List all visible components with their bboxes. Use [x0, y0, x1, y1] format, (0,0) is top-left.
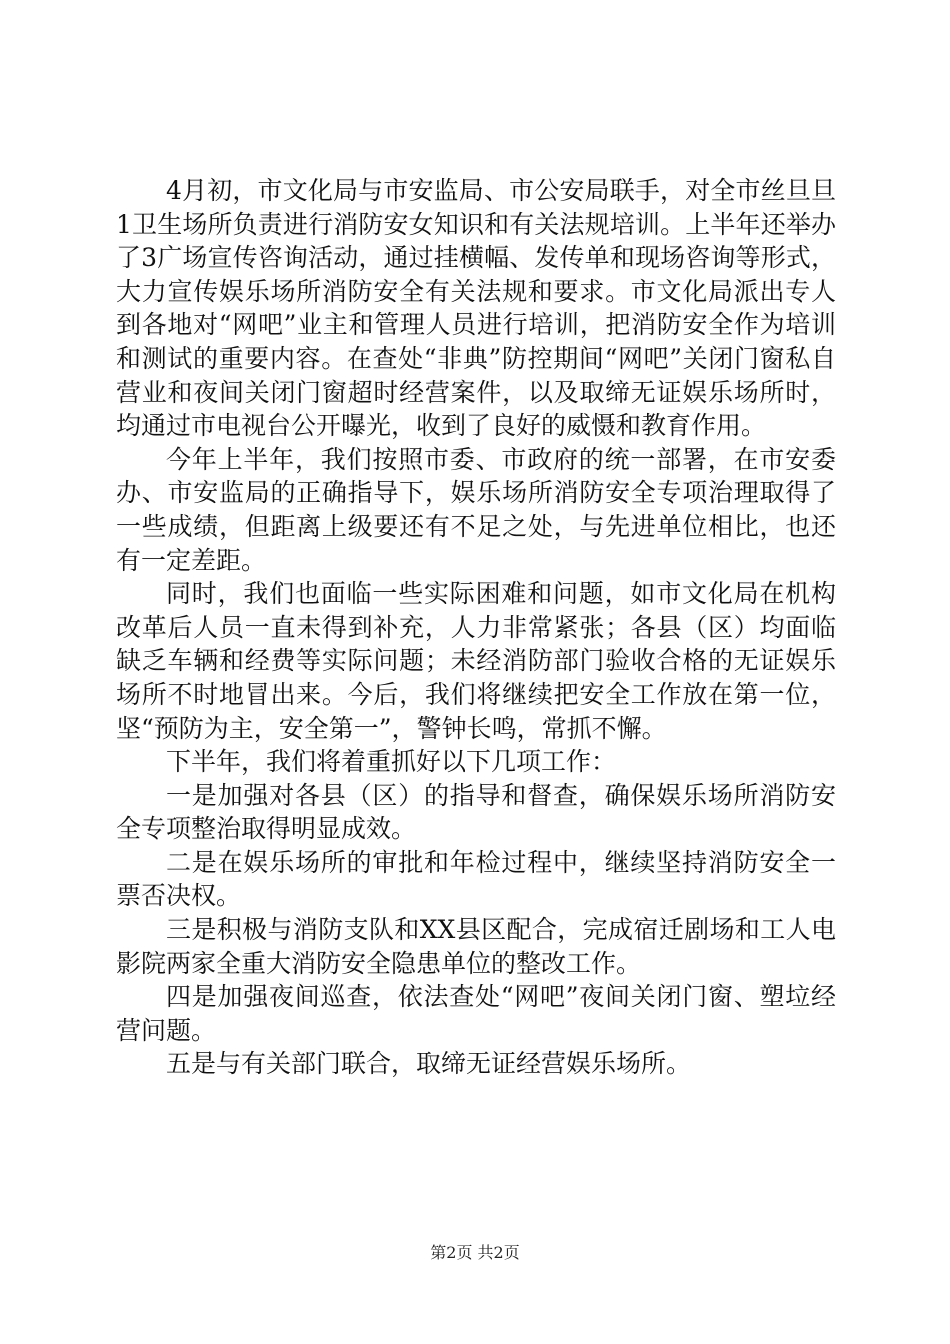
paragraph-task-one: 一是加强对各县（区）的指导和督查，确保娱乐场所消防安全专项整治取得明显成效。 [116, 780, 836, 844]
paragraph-second-half-intro: 下半年，我们将着重抓好以下几项工作： [166, 747, 617, 777]
document-body [116, 174, 836, 1081]
page-number-footer: 第2页 共2页 [430, 1243, 520, 1262]
paragraph-task-five: 五是与有关部门联合，取缔无证经营娱乐场所。 [166, 1049, 692, 1079]
paragraph-first-half-summary: 今年上半年，我们按照市委、市政府的统一部署，在市安委办、市安监局的正确指导下，娱乐场所消防安全专项治理取得了一些成绩，但距离上级要还有不足之处，与先进单位相比，也还有一定差距。 [116, 444, 836, 575]
paragraph-task-three: 三是积极与消防支队和XX县区配合，完成宿迁剧场和工人电影院两家全重大消防安全隐患单位的整改工作。 [116, 915, 836, 978]
paragraph-difficulties: 同时，我们也面临一些实际困难和问题，如市文化局在机构改革后人员一直未得到补充，人力非常紧张；各县（区）均面临缺乏车辆和经费等实际问题；未经消防部门验收合格的无证娱乐场所不时地冒出来。今后，我们将继续把安全工作放在第一位，坚“预防为主，安全第一”，警钟长鸣，常抓不懈。 [116, 579, 836, 743]
paragraph-task-two: 二是在娱乐场所的审批和年检过程中，继续坚持消防安全一票否决权。 [116, 847, 836, 911]
paragraph-training: 4月初，市文化局与市安监局、市公安局联手，对全市丝旦旦1卫生场所负责进行消防安女知识和有关法规培训。上半年还举办了3广场宣传咨询活动，通过挂横幅、发传单和现场咨询等形式，大力宣传娱乐场所消防安全有关法规和要求。市文化局派出专人到各地对“网吧”业主和管理人员进行培训，把消防安全作为培训和测试的重要内容。在查处“非典”防控期间“网吧”关闭门窗私自营业和夜间关闭门窗超时经营案件，以及取缔无证娱乐场所时，均通过市电视台公开曝光，收到了良好的威慑和教育作用。 [116, 176, 836, 441]
paragraph-task-four: 四是加强夜间巡查，依法查处“网吧”夜间关闭门窗、塑垃经营问题。 [116, 982, 836, 1045]
